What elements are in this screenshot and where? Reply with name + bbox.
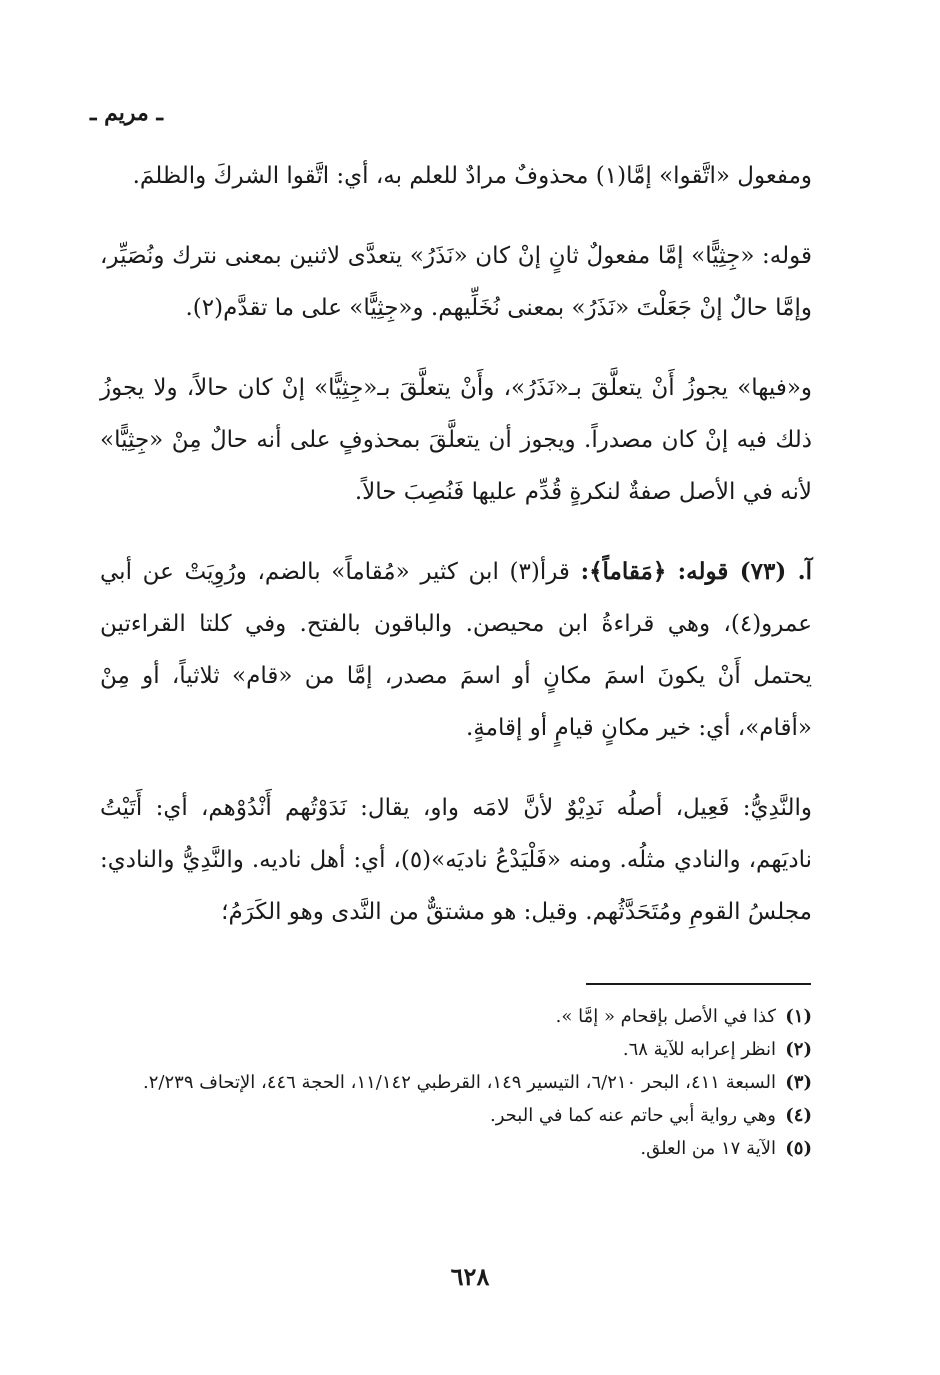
- footnote-text: انظر إعرابه للآية ٦٨.: [622, 1039, 776, 1060]
- paragraph-4-body: قرأ(٣) ابن كثير «مُقاماً» بالضم، ورُوِيَتْ عن أبي عمرو(٤)، وهي قراءةُ ابن محيصن. والباقون بالفتح. وفي كلتا القراءتين يحتمل أَنْ يكونَ اسمَ مكانٍ أو اسمَ مصدر، إمَّا من «قام» ثلاثياً، أو مِنْ «أقام»، أي: خير مكانٍ قيامٍ أو إقامةٍ.: [100, 559, 812, 741]
- running-header: ـ مريم ـ: [90, 100, 163, 126]
- paragraph-5: والنَّدِيُّ: فَعِيل، أصلُه نَدِيْوٌ لأنَّ لامَه واو، يقال: نَدَوْتُهم أَنْدُوْهم، أي: أَتَيْتُ ناديَهم، والنادي مثلُه. ومنه «فَلْيَدْعُ ناديَه»(٥)، أي: أهل ناديه. والنَّدِيُّ والنادي: مجلسُ القومِ ومُتَحَدَّثُهم. وقيل: هو مشتقٌّ من النَّدى وهو الكَرَمُ؛: [100, 795, 812, 925]
- footnote-number: (٢): [785, 1039, 812, 1060]
- footnote-text: السبعة ٤١١، البحر ٦/٢١٠، التيسير ١٤٩، القرطبي ١١/١٤٢، الحجة ٤٤٦، الإتحاف ٢/٢٣٩.: [143, 1072, 776, 1093]
- main-text: [100, 150, 812, 966]
- page-number: ٦٢٨: [450, 1262, 490, 1291]
- footnote-1: [95, 1000, 812, 1033]
- footnote-text: الآية ١٧ من العلق.: [640, 1138, 776, 1159]
- footnote-3: [95, 1066, 812, 1099]
- paragraph-3: و«فيها» يجوزُ أَنْ يتعلَّقَ بـ«نَذَرُ»، وأَنْ يتعلَّقَ بـ«جِثِيًّا» إنْ كان حالاً، ولا يجوزُ ذلك فيه إنْ كان مصدراً. ويجوز أن يتعلَّقَ بمحذوفٍ على أنه حالٌ مِنْ «جِثِيًّا» لأنه في الأصل صفةٌ لنكرةٍ قُدِّم عليها فَنُصِبَ حالاً.: [100, 375, 812, 505]
- paragraph-2: قوله: «جِثِيًّا» إمَّا مفعولٌ ثانٍ إنْ كان «نَذَرُ» يتعدَّى لاثنين بمعنى نترك ونُصَيِّر، وإمَّا حالٌ إنْ جَعَلْتَ «نَذَرُ» بمعنى نُخَلِّيهم. و«جِثِيًّا» على ما تقدَّم(٢).: [100, 243, 812, 321]
- footnote-text: وهي رواية أبي حاتم عنه كما في البحر.: [490, 1105, 776, 1126]
- paragraph-4: [100, 546, 812, 754]
- footnote-5: [95, 1132, 812, 1165]
- footnotes: [95, 1000, 812, 1165]
- footnote-number: (٣): [785, 1072, 812, 1093]
- paragraph-1: ومفعول «اتَّقوا» إمَّا(١) محذوفٌ مرادٌ للعلم به، أي: اتَّقوا الشركَ والظلمَ.: [132, 163, 812, 189]
- footnote-text: كذا في الأصل بإقحام « إمَّا ».: [555, 1006, 776, 1027]
- verse-lead: آ. (٧٣) قوله: ﴿مَقاماً﴾:: [580, 558, 812, 585]
- footnote-number: (٥): [785, 1138, 812, 1159]
- footnote-divider: [586, 983, 811, 985]
- footnote-number: (٤): [785, 1105, 812, 1126]
- footnote-2: [95, 1033, 812, 1066]
- footnote-4: [95, 1099, 812, 1132]
- footnote-number: (١): [785, 1006, 812, 1027]
